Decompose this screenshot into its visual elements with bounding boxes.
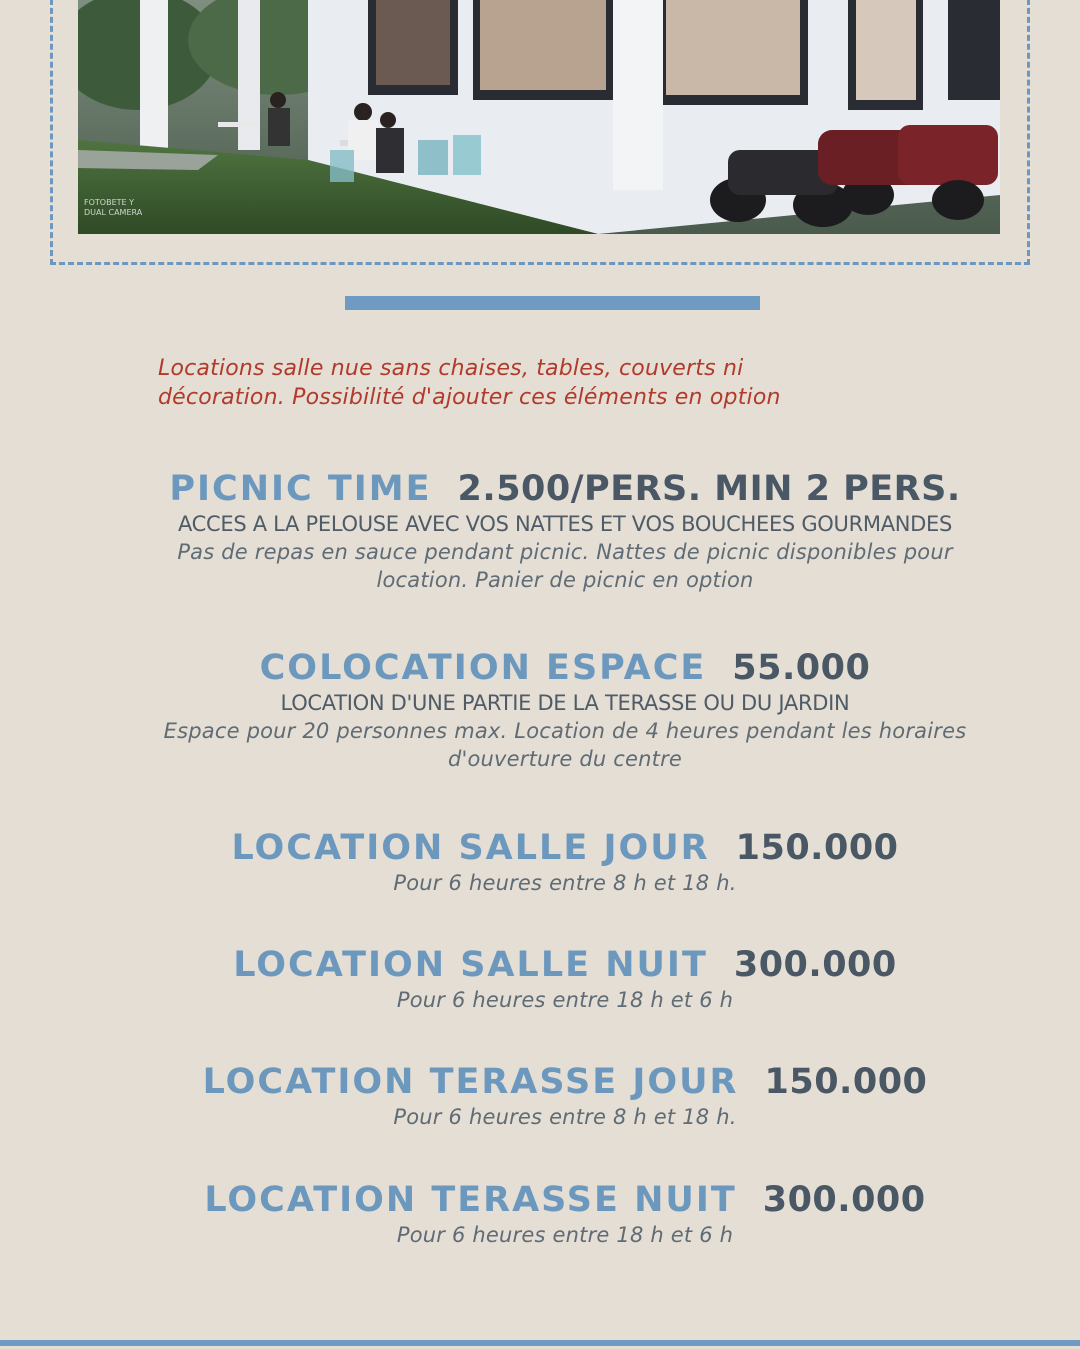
section-divider — [345, 296, 760, 310]
offer-heading — [80, 647, 1050, 689]
offer-picnic-time — [80, 468, 1050, 594]
photo-watermark — [84, 198, 142, 218]
offer-note-line-1: Pour 6 heures entre 8 h et 18 h. — [393, 871, 737, 895]
offer-price: 55.000 — [732, 648, 871, 688]
offer-location-terasse-jour — [80, 1061, 1050, 1131]
notice-line-1: Locations salle nue sans chaises, tables, couverts ni — [158, 356, 744, 381]
offer-note-line-1: Pour 6 heures entre 8 h et 18 h. — [393, 1105, 737, 1129]
offer-name: LOCATION SALLE NUIT — [233, 945, 708, 985]
offer-price: 150.000 — [735, 828, 899, 868]
notice-line-2: décoration. Possibilité d'ajouter ces éléments en option — [158, 385, 781, 410]
offer-note-line-1: Pour 6 heures entre 18 h et 6 h — [396, 988, 734, 1012]
bottom-rule — [0, 1340, 1080, 1346]
offer-heading — [80, 1061, 1050, 1103]
offer-heading — [80, 827, 1050, 869]
offer-note-line-1: Espace pour 20 personnes max. Location de 4 heures pendant les horaires — [163, 719, 967, 743]
offer-name: PICNIC TIME — [169, 469, 432, 509]
offer-location-terasse-nuit — [80, 1179, 1050, 1249]
offer-name: LOCATION TERASSE NUIT — [204, 1180, 737, 1220]
watermark-line-2: DUAL CAMERA — [84, 208, 143, 217]
offer-note-line-1: Pour 6 heures entre 18 h et 6 h — [396, 1223, 734, 1247]
offer-heading — [80, 944, 1050, 986]
offer-heading — [80, 1179, 1050, 1221]
offer-description: ACCES A LA PELOUSE AVEC VOS NATTES ET VOS BOUCHEES GOURMANDES — [177, 512, 953, 536]
offer-location-salle-nuit — [80, 944, 1050, 1014]
offer-location-salle-jour — [80, 827, 1050, 897]
watermark-line-1: FOTOBETE Y — [84, 198, 134, 207]
offer-note-line-2: location. Panier de picnic en option — [376, 568, 754, 592]
offer-price: 150.000 — [764, 1062, 928, 1102]
offer-description: LOCATION D'UNE PARTIE DE LA TERASSE OU DU JARDIN — [280, 691, 850, 715]
offer-note-line-2: d'ouverture du centre — [447, 747, 683, 771]
offer-price: 2.500/PERS. MIN 2 PERS. — [457, 469, 961, 509]
offer-name: COLOCATION ESPACE — [259, 648, 707, 688]
offer-name: LOCATION SALLE JOUR — [231, 828, 710, 868]
offer-note-line-1: Pas de repas en sauce pendant picnic. Nattes de picnic disponibles pour — [177, 540, 953, 564]
offer-name: LOCATION TERASSE JOUR — [202, 1062, 739, 1102]
rental-notice — [158, 354, 918, 412]
offer-price: 300.000 — [733, 945, 897, 985]
venue-photo-illustration — [78, 0, 1000, 234]
venue-photo — [78, 0, 1000, 234]
offer-heading — [80, 468, 1050, 510]
offer-price: 300.000 — [762, 1180, 926, 1220]
offer-colocation-espace — [80, 647, 1050, 773]
